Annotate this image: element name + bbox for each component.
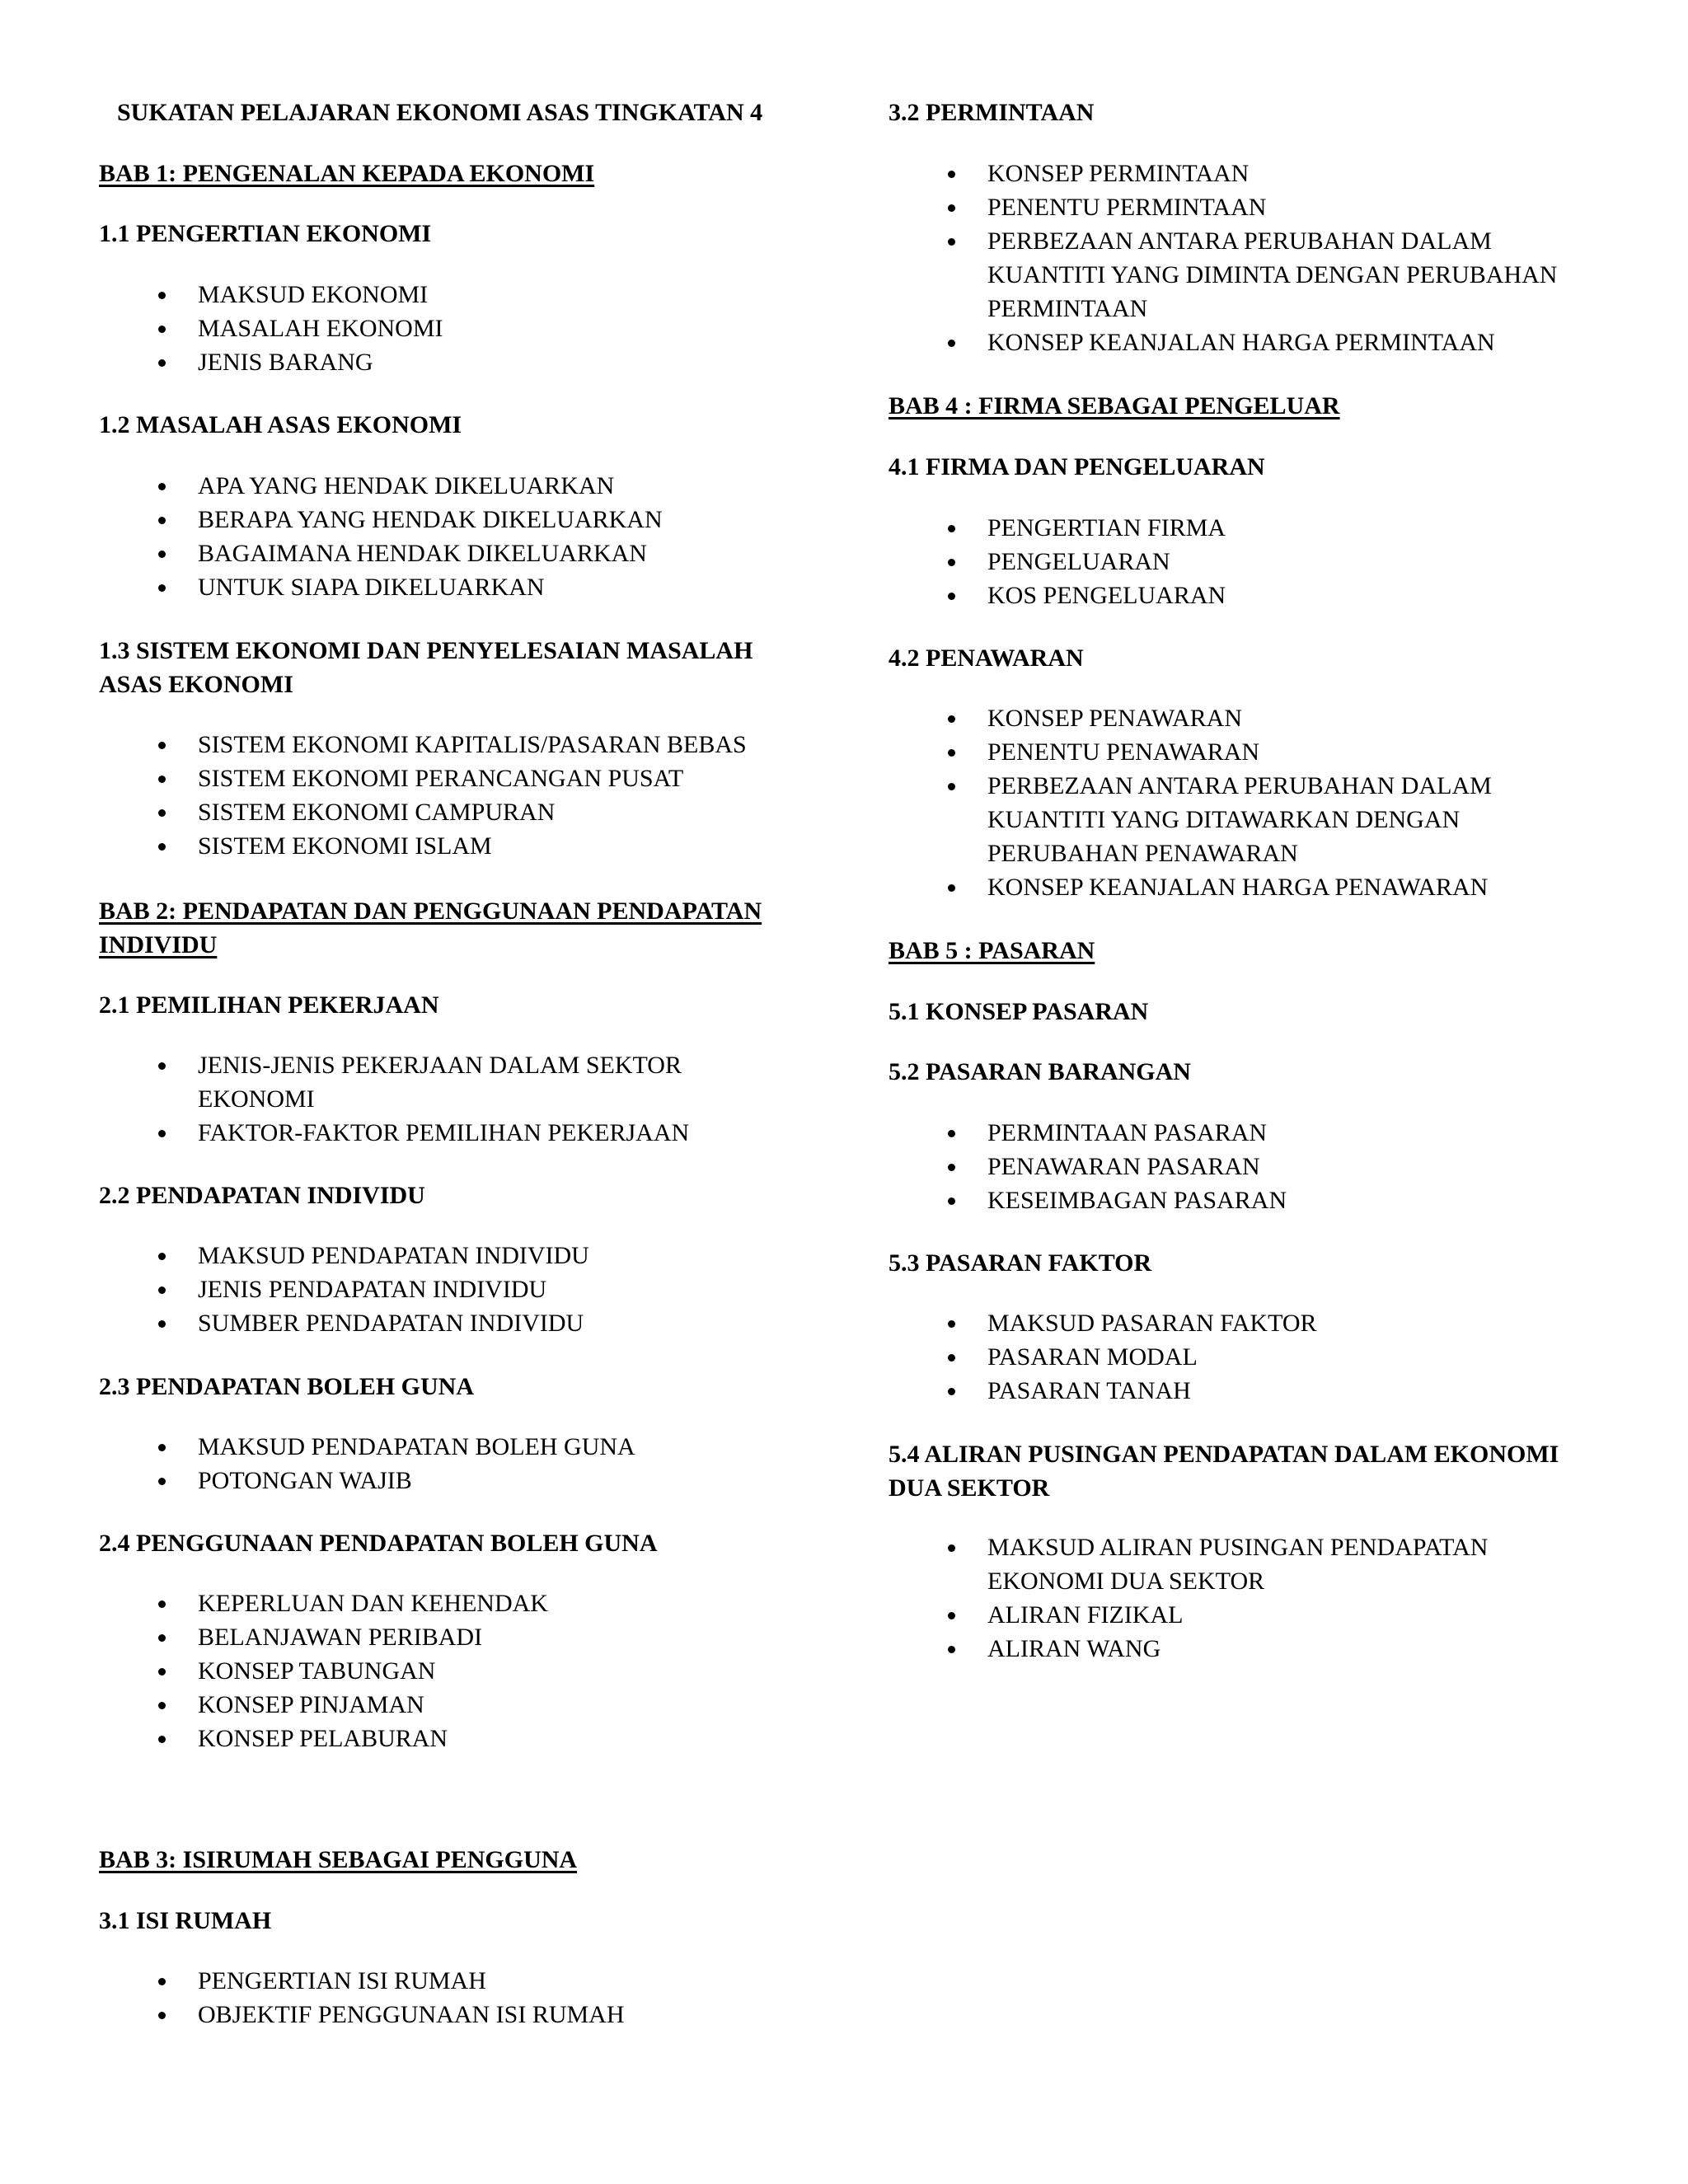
list-item-text: PERBEZAAN ANTARA PERUBAHAN DALAM KUANTITI YANG DIMINTA DENGAN PERUBAHAN PERMINTAAN	[987, 227, 1558, 322]
list-item	[99, 1272, 783, 1306]
list-item-text: SISTEM EKONOMI ISLAM	[198, 832, 492, 860]
bullet-icon	[158, 2012, 166, 2019]
list-item-text: PENENTU PENAWARAN	[987, 738, 1260, 766]
list-item-text: PENGERTIAN FIRMA	[987, 514, 1226, 541]
bullet-icon	[158, 1634, 166, 1642]
list-item	[889, 735, 1581, 769]
bullet-list	[99, 728, 783, 863]
bullet-icon	[948, 593, 955, 600]
bullet-icon	[948, 204, 955, 212]
section-heading: 2.1 PEMILIHAN PEKERJAAN	[99, 991, 439, 1019]
bullet-list	[99, 1586, 783, 1755]
section-heading: 5.2 PASARAN BARANGAN	[889, 1058, 1191, 1085]
list-item	[889, 769, 1581, 870]
bullet-icon	[948, 783, 955, 790]
list-item	[889, 870, 1581, 904]
list-item	[889, 511, 1581, 545]
list-item-text: JENIS-JENIS PEKERJAAN DALAM SEKTOR EKONOMI	[198, 1052, 682, 1113]
list-item-text: MAKSUD PASARAN FAKTOR	[987, 1310, 1317, 1337]
bullet-icon	[158, 1130, 166, 1137]
list-item	[99, 345, 783, 379]
bullet-icon	[158, 1601, 166, 1608]
bullet-icon	[158, 843, 166, 851]
list-item	[889, 190, 1581, 224]
list-item-text: MAKSUD EKONOMI	[198, 281, 429, 308]
bullet-icon	[948, 884, 955, 892]
list-item-text: PASARAN MODAL	[987, 1343, 1198, 1371]
list-item	[889, 157, 1581, 190]
bullet-list	[99, 1048, 725, 1150]
list-item-text: KONSEP KEANJALAN HARGA PENAWARAN	[987, 874, 1489, 901]
list-item-text: SISTEM EKONOMI CAMPURAN	[198, 799, 556, 826]
bullet-list	[99, 278, 783, 379]
bullet-icon	[948, 171, 955, 178]
list-item	[99, 1586, 783, 1620]
bullet-icon	[158, 292, 166, 299]
bullet-list	[889, 1116, 1581, 1217]
bullet-icon	[948, 238, 955, 246]
list-item	[889, 545, 1581, 579]
bullet-list	[99, 469, 783, 604]
bullet-icon	[158, 1062, 166, 1070]
bullet-icon	[158, 1736, 166, 1743]
section-heading: 2.2 PENDAPATAN INDIVIDU	[99, 1182, 425, 1209]
list-item	[99, 1998, 783, 2032]
bullet-icon	[158, 584, 166, 592]
bullet-icon	[948, 1130, 955, 1137]
chapter-heading: BAB 4 : FIRMA SEBAGAI PENGELUAR	[889, 392, 1340, 419]
list-item	[889, 1340, 1581, 1374]
bullet-list	[99, 1239, 783, 1340]
chapter-heading: BAB 3: ISIRUMAH SEBAGAI PENGGUNA	[99, 1846, 578, 1873]
section-heading: 1.2 MASALAH ASAS EKONOMI	[99, 411, 462, 438]
list-item	[889, 326, 1581, 359]
list-item-text: KONSEP PELABURAN	[198, 1725, 448, 1752]
chapter-heading: BAB 2: PENDAPATAN DAN PENGGUNAAN PENDAPATAN INDIVIDU	[99, 898, 762, 958]
list-item	[99, 829, 783, 863]
list-item-text: KONSEP TABUNGAN	[198, 1657, 436, 1685]
section-heading: 1.1 PENGERTIAN EKONOMI	[99, 220, 432, 247]
list-item-text: PASARAN TANAH	[987, 1377, 1191, 1404]
list-item-text: KEPERLUAN DAN KEHENDAK	[198, 1590, 548, 1617]
section-heading: 5.4 ALIRAN PUSINGAN PENDAPATAN DALAM EKONOMI DUA SEKTOR	[889, 1441, 1559, 1502]
bullet-icon	[158, 359, 166, 367]
section-heading: 5.1 KONSEP PASARAN	[889, 998, 1149, 1025]
list-item-text: JENIS BARANG	[198, 349, 373, 376]
list-item	[889, 1530, 1507, 1598]
bullet-icon	[948, 1164, 955, 1171]
bullet-icon	[948, 749, 955, 757]
list-item	[99, 1116, 725, 1150]
bullet-icon	[158, 1978, 166, 1985]
bullet-icon	[948, 1646, 955, 1653]
list-item-text: PENAWARAN PASARAN	[987, 1153, 1260, 1180]
list-item	[889, 1632, 1507, 1666]
section-heading: 3.1 ISI RUMAH	[99, 1907, 272, 1934]
list-item-text: MAKSUD PENDAPATAN BOLEH GUNA	[198, 1433, 635, 1460]
bullet-icon	[158, 517, 166, 524]
list-item-text: UNTUK SIAPA DIKELUARKAN	[198, 574, 545, 601]
bullet-icon	[948, 1354, 955, 1361]
list-item	[99, 762, 783, 795]
list-item	[889, 224, 1581, 326]
bullet-list	[889, 511, 1581, 612]
list-item-text: OBJEKTIF PENGGUNAAN ISI RUMAH	[198, 2001, 625, 2028]
list-item	[99, 1688, 783, 1722]
list-item	[889, 579, 1581, 612]
list-item	[889, 1183, 1581, 1217]
list-item	[99, 1048, 725, 1116]
bullet-icon	[158, 326, 166, 333]
list-item-text: KESEIMBAGAN PASARAN	[987, 1187, 1287, 1214]
bullet-list	[889, 701, 1581, 904]
document-title: SUKATAN PELAJARAN EKONOMI ASAS TINGKATAN 4	[117, 99, 763, 126]
list-item-text: SUMBER PENDAPATAN INDIVIDU	[198, 1310, 584, 1337]
list-item-text: SISTEM EKONOMI PERANCANGAN PUSAT	[198, 765, 684, 792]
list-item-text: JENIS PENDAPATAN INDIVIDU	[198, 1276, 547, 1303]
list-item-text: KONSEP PERMINTAAN	[987, 160, 1250, 187]
list-item-text: POTONGAN WAJIB	[198, 1467, 412, 1494]
bullet-icon	[158, 1444, 166, 1451]
section-heading: 1.3 SISTEM EKONOMI DAN PENYELESAIAN MASALAH ASAS EKONOMI	[99, 637, 753, 698]
bullet-icon	[948, 1612, 955, 1619]
bullet-icon	[948, 1320, 955, 1328]
list-item	[99, 795, 783, 829]
section-heading: 3.2 PERMINTAAN	[889, 99, 1095, 126]
bullet-icon	[948, 1388, 955, 1395]
bullet-icon	[948, 715, 955, 723]
bullet-icon	[158, 1253, 166, 1260]
bullet-icon	[158, 742, 166, 749]
bullet-icon	[158, 1478, 166, 1485]
section-heading: 4.2 PENAWARAN	[889, 644, 1084, 672]
list-item	[99, 1464, 783, 1497]
bullet-icon	[158, 1320, 166, 1328]
bullet-list	[99, 1964, 783, 2032]
list-item-text: PENENTU PERMINTAAN	[987, 194, 1267, 221]
bullet-list	[889, 157, 1581, 359]
list-item-text: ALIRAN FIZIKAL	[987, 1601, 1184, 1629]
list-item-text: PENGERTIAN ISI RUMAH	[198, 1967, 486, 1994]
bullet-icon	[158, 1286, 166, 1294]
chapter-heading: BAB 5 : PASARAN	[889, 937, 1095, 964]
list-item-text: ALIRAN WANG	[987, 1635, 1161, 1662]
list-item	[99, 1964, 783, 1998]
list-item	[99, 570, 783, 604]
bullet-icon	[158, 551, 166, 558]
list-item-text: KONSEP PENAWARAN	[987, 705, 1243, 732]
bullet-icon	[158, 1668, 166, 1675]
bullet-icon	[158, 483, 166, 490]
list-item-text: APA YANG HENDAK DIKELUARKAN	[198, 472, 615, 499]
list-item-text: BERAPA YANG HENDAK DIKELUARKAN	[198, 506, 663, 533]
list-item	[889, 1116, 1581, 1150]
list-item	[99, 728, 783, 762]
bullet-list	[889, 1530, 1507, 1666]
list-item	[99, 1430, 783, 1464]
list-item	[889, 1374, 1581, 1408]
section-heading: 4.1 FIRMA DAN PENGELUARAN	[889, 453, 1265, 480]
bullet-icon	[948, 525, 955, 532]
section-heading: 5.3 PASARAN FAKTOR	[889, 1249, 1152, 1277]
list-item	[99, 469, 783, 503]
chapter-heading: BAB 1: PENGENALAN KEPADA EKONOMI	[99, 160, 595, 187]
list-item-text: MAKSUD ALIRAN PUSINGAN PENDAPATAN EKONOMI DUA SEKTOR	[987, 1534, 1489, 1595]
list-item	[99, 503, 783, 537]
list-item-text: PERBEZAAN ANTARA PERUBAHAN DALAM KUANTITI YANG DITAWARKAN DENGAN PERUBAHAN PENAWARAN	[987, 772, 1492, 867]
list-item-text: MASALAH EKONOMI	[198, 315, 443, 342]
list-item	[889, 1150, 1581, 1183]
list-item-text: PERMINTAAN PASARAN	[987, 1119, 1268, 1146]
list-item	[99, 312, 783, 345]
section-heading: 2.4 PENGGUNAAN PENDAPATAN BOLEH GUNA	[99, 1530, 658, 1557]
bullet-icon	[948, 559, 955, 566]
list-item-text: KONSEP KEANJALAN HARGA PERMINTAAN	[987, 329, 1495, 356]
list-item-text: MAKSUD PENDAPATAN INDIVIDU	[198, 1242, 589, 1269]
list-item	[99, 1620, 783, 1654]
list-item	[99, 1654, 783, 1688]
list-item	[99, 1306, 783, 1340]
bullet-list	[889, 1306, 1581, 1408]
list-item-text: KONSEP PINJAMAN	[198, 1691, 424, 1718]
list-item-text: PENGELUARAN	[987, 548, 1170, 575]
list-item	[889, 1598, 1507, 1632]
bullet-icon	[158, 776, 166, 783]
list-item	[99, 1722, 783, 1755]
list-item-text: KOS PENGELUARAN	[987, 582, 1226, 609]
bullet-icon	[948, 1197, 955, 1205]
section-heading: 2.3 PENDAPATAN BOLEH GUNA	[99, 1373, 475, 1400]
list-item	[99, 1239, 783, 1272]
list-item	[99, 278, 783, 312]
bullet-icon	[948, 340, 955, 347]
list-item-text: BELANJAWAN PERIBADI	[198, 1624, 483, 1651]
list-item	[889, 701, 1581, 735]
bullet-icon	[158, 809, 166, 817]
bullet-icon	[948, 1544, 955, 1552]
bullet-icon	[158, 1702, 166, 1709]
list-item-text: FAKTOR-FAKTOR PEMILIHAN PEKERJAAN	[198, 1119, 690, 1146]
list-item	[889, 1306, 1581, 1340]
list-item-text: SISTEM EKONOMI KAPITALIS/PASARAN BEBAS	[198, 731, 747, 758]
bullet-list	[99, 1430, 783, 1497]
list-item	[99, 537, 783, 570]
list-item-text: BAGAIMANA HENDAK DIKELUARKAN	[198, 540, 647, 567]
